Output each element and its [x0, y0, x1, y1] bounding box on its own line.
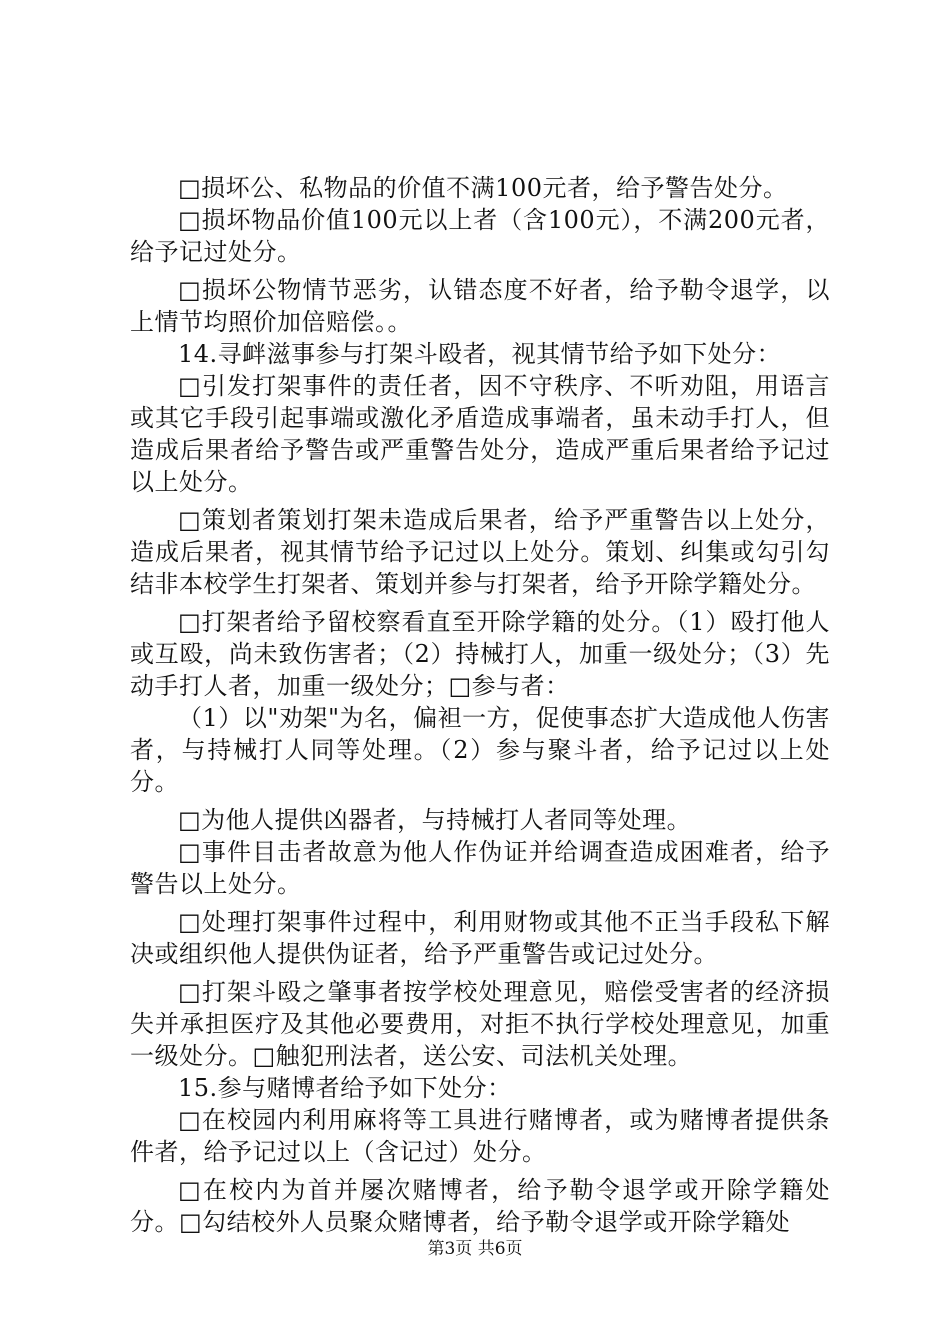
paragraph-fight-planner: □策划者策划打架未造成后果者，给予严重警告以上处分，造成后果者，视其情节给予记过以上处分。策划、纠集或勾引勾结非本校学生打架者、策划并参与打架者，给予开除学籍处分。 — [130, 506, 830, 598]
page-number-footer: 第3页 共6页 — [427, 1239, 523, 1259]
paragraph-damage-under-100: □损坏公、私物品的价值不满100元者，给予警告处分。 — [178, 174, 788, 202]
document-body — [130, 172, 830, 1238]
paragraph-private-settlement: □处理打架事件过程中，利用财物或其他不正当手段私下解决或组织他人提供伪证者，给予严重警告或记过处分。 — [130, 908, 830, 968]
paragraph-fighter: □打架者给予留校察看直至开除学籍的处分。（1）殴打他人或互殴，尚未致伤害者；（2）持械打人，加重一级处分；（3）先动手打人者，加重一级处分；□参与者： — [130, 608, 830, 700]
paragraph-gambling-repeat: □在校内为首并屡次赌博者，给予勒令退学或开除学籍处分。□勾结校外人员聚众赌博者，给予勒令退学或开除学籍处 — [130, 1176, 830, 1236]
section-heading-15: 15.参与赌博者给予如下处分： — [178, 1074, 512, 1102]
paragraph-peacemaker-pretext: （1）以"劝架"为名，偏袒一方，促使事态扩大造成他人伤害者，与持械打人同等处理。（2）参与聚斗者，给予记过以上处分。 — [130, 704, 830, 796]
paragraph-compensation: □打架斗殴之肇事者按学校处理意见，赔偿受害者的经济损失并承担医疗及其他必要费用，对拒不执行学校处理意见，加重一级处分。□触犯刑法者，送公安、司法机关处理。 — [130, 978, 830, 1070]
paragraph-fight-instigator: □引发打架事件的责任者，因不守秩序、不听劝阻，用语言或其它手段引起事端或激化矛盾造成事端者，虽未动手打人，但造成后果者给予警告或严重警告处分，造成严重后果者给予记过以上处分。 — [130, 372, 830, 496]
paragraph-weapon-provider: □为他人提供凶器者，与持械打人者同等处理。 — [178, 806, 692, 834]
paragraph-damage-100-200: □损坏物品价值100元以上者（含100元），不满200元者，给予记过处分。 — [130, 206, 830, 266]
paragraph-false-witness: □事件目击者故意为他人作伪证并给调查造成困难者，给予警告以上处分。 — [130, 838, 830, 898]
paragraph-damage-severe: □损坏公物情节恶劣，认错态度不好者，给予勒令退学，以上情节均照价加倍赔偿。。 — [130, 276, 830, 336]
section-heading-14: 14.寻衅滋事参与打架斗殴者，视其情节给予如下处分： — [178, 340, 782, 368]
paragraph-gambling-tools: □在校园内利用麻将等工具进行赌博者，或为赌博者提供条件者，给予记过以上（含记过）处分。 — [130, 1106, 830, 1166]
